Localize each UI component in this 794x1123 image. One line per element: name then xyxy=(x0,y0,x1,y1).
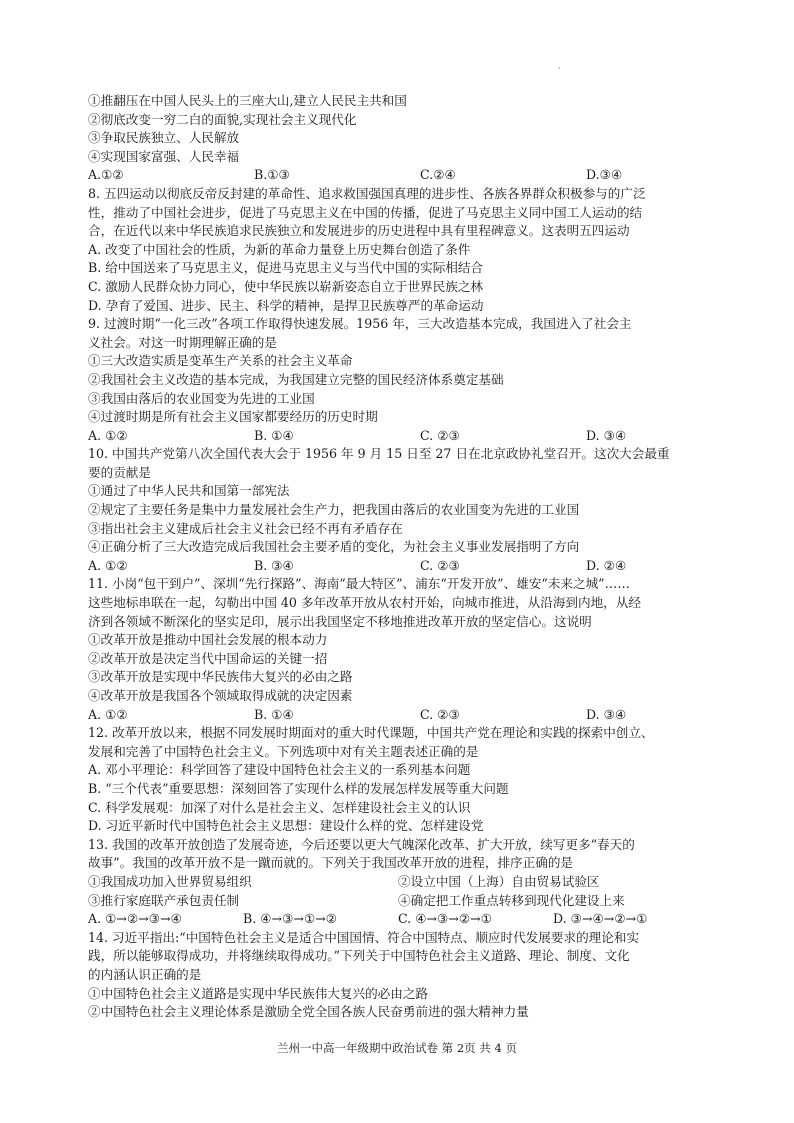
q13-statement-2: ②设立中国（上海）自由贸易试验区 xyxy=(398,873,600,889)
q10-choice-c: C. ②③ xyxy=(420,557,460,573)
q7-choice-d: D.③④ xyxy=(586,167,623,183)
q7-choices xyxy=(88,166,708,185)
q8-stem-1: 8. 五四运动以彻底反帝反封建的革命性、追求救国强国真理的进步性、各族各界群众积极参与的广泛 xyxy=(88,185,646,201)
q12-choice-c: C. 科学发展观：加深了对什么是社会主义、怎样建设社会主义的认识 xyxy=(88,799,471,815)
q9-stem-1: 9. 过渡时期“一化三改”各项工作取得快速发展。1956 年，三大改造基本完成，我国进入了社会主 xyxy=(88,316,632,332)
q13-statement-1: ①我国成功加入世界贸易组织 xyxy=(88,873,252,889)
q14-stem-3: 的内涵认识正确的是 xyxy=(88,966,202,982)
q11-statement-3: ③改革开放是实现中华民族伟大复兴的必由之路 xyxy=(88,669,353,685)
q12-stem-2: 发展和完善了中国特色社会主义。下列选项中对有关主题表述正确的是 xyxy=(88,743,479,759)
q14-stem-2: 践，所以能够取得成功，并将继续取得成功。”下列关于中国特色社会主义道路、理论、制度、文化 xyxy=(88,948,630,964)
q9-statement-1: ①三大改造实质是变革生产关系的社会主义革命 xyxy=(88,353,353,369)
q12-choice-d: D. 习近平新时代中国特色社会主义思想：建设什么样的党、怎样建设党 xyxy=(88,818,484,834)
q10-statement-2: ②规定了主要任务是集中力量发展社会生产力，把我国由落后的农业国变为先进的工业国 xyxy=(88,502,580,518)
q9-statement-4: ④过渡时期是所有社会主义国家都要经历的历史时期 xyxy=(88,409,378,425)
q13-choice-c: C. ④→③→②→① xyxy=(398,911,493,927)
q7-statement-1: ①推翻压在中国人民头上的三座大山,建立人民民主共和国 xyxy=(88,93,407,108)
q11-stem-2: 这些地标串联在一起，勾勒出中国 40 多年改革开放从农村开始，向城市推进，从沿海到内地，从经 xyxy=(88,595,641,611)
q9-choice-d: D. ③④ xyxy=(586,427,627,443)
q9-statement-2: ②我国社会主义改造的基本完成，为我国建立完整的国民经济体系奠定基础 xyxy=(88,371,504,387)
q10-choices xyxy=(88,557,708,576)
q10-statement-4: ④正确分析了三大改造完成后我国社会主要矛盾的变化，为社会主义事业发展指明了方向 xyxy=(88,539,580,555)
q11-stem-1: 11. 小岗“包干到户”、深圳“先行探路”、海南“最大特区”、浦东“开发开放”、雄安“未来之城”…… xyxy=(88,576,630,592)
q8-stem-2: 性，推动了中国社会进步，促进了马克思主义在中国的传播，促进了马克思主义同中国工人运动的结 xyxy=(88,204,643,220)
q13-choice-a: A. ①→②→③→④ xyxy=(88,911,182,927)
q13-choices xyxy=(88,910,708,929)
q10-choice-d: D. ②④ xyxy=(586,557,627,573)
q9-choices xyxy=(88,427,708,446)
q11-choices xyxy=(88,706,708,725)
q9-choice-a: A. ①② xyxy=(88,427,128,443)
q13-statements-row-1 xyxy=(88,873,708,892)
q13-statements-row-2 xyxy=(88,892,708,911)
q8-choice-d: D. 孕育了爱国、进步、民主、科学的精神，是捍卫民族尊严的革命运动 xyxy=(88,297,484,313)
q13-choice-d: D. ③→④→②→① xyxy=(553,911,648,927)
q10-statement-3: ③指出社会主义建成后社会主义社会已经不再有矛盾存在 xyxy=(88,520,403,536)
page-footer: 兰州一中高一年级期中政治试卷 第 2页 共 4 页 xyxy=(277,1041,517,1055)
q13-stem-2: 故事”。我国的改革开放不是一蹴而就的。下列关于我国改革开放的进程，排序正确的是 xyxy=(88,855,574,871)
q10-stem-1: 10. 中国共产党第八次全国代表大会于 1956 年 9 月 15 日至 27 日在北京政协礼堂召开。这次大会最重 xyxy=(88,446,670,462)
q11-choice-b: B. ①④ xyxy=(254,706,294,722)
q11-choice-c: C. ②③ xyxy=(420,706,460,722)
q12-stem-1: 12. 改革开放以来，根据不同发展时期面对的重大时代课题，中国共产党在理论和实践的探索中创立、 xyxy=(88,725,654,741)
q8-choice-b: B. 给中国送来了马克思主义，促进马克思主义与当代中国的实际相结合 xyxy=(88,260,484,276)
q13-statement-3: ③推行家庭联产承包责任制 xyxy=(88,892,240,908)
q12-choice-b: B. “三个代表”重要思想：深刻回答了实现什么样的发展怎样发展等重大问题 xyxy=(88,780,509,796)
q11-choice-a: A. ①② xyxy=(88,706,128,722)
q7-choice-b: B.①③ xyxy=(254,167,290,183)
q7-statement-4: ④实现国家富强、人民幸福 xyxy=(88,148,240,164)
q7-statement-2: ②彻底改变一穷二白的面貌,实现社会主义现代化 xyxy=(88,111,357,127)
q9-choice-b: B. ①④ xyxy=(254,427,294,443)
q10-choice-a: A. ①② xyxy=(88,557,128,573)
exam-page xyxy=(88,92,708,1022)
q13-choice-b: B. ④→③→①→② xyxy=(243,911,338,927)
q9-stem-2: 义社会。对这一时期理解正确的是 xyxy=(88,334,277,350)
q11-statement-1: ①改革开放是推动中国社会发展的根本动力 xyxy=(88,632,328,648)
q7-statement-3: ③争取民族独立、人民解放 xyxy=(88,130,240,146)
q8-choice-c: C. 激励人民群众协力同心，使中华民族以崭新姿态自立于世界民族之林 xyxy=(88,278,484,294)
q13-statement-4: ④确定把工作重点转移到现代化建设上来 xyxy=(398,892,625,908)
q11-statement-2: ②改革开放是决定当代中国命运的关键一招 xyxy=(88,650,328,666)
top-mark: · xyxy=(558,64,561,73)
q7-choice-a: A.①② xyxy=(88,167,124,183)
q9-statement-3: ③我国由落后的农业国变为先进的工业国 xyxy=(88,390,315,406)
q10-stem-2: 要的贡献是 xyxy=(88,464,151,480)
q14-statement-2: ②中国特色社会主义理论体系是激励全党全国各族人民奋勇前进的强大精神力量 xyxy=(88,1004,529,1020)
q11-statement-4: ④改革开放是我国各个领域取得成就的决定因素 xyxy=(88,688,353,703)
q7-choice-c: C.②④ xyxy=(420,167,456,183)
q8-stem-3: 合，在近代以来中华民族追求民族独立和发展进步的历史进程中具有里程碑意义。这表明五四运动 xyxy=(88,223,630,239)
q14-stem-1: 14. 习近平指出:“中国特色社会主义是适合中国国情、符合中国特点、顺应时代发展要求的理论和实 xyxy=(88,929,640,945)
q13-stem-1: 13. 我国的改革开放创造了发展奇迹，今后还要以更大气魄深化改革、扩大开放，续写更多“春天的 xyxy=(88,836,635,852)
q11-stem-3: 济到各领域不断深化的坚实足印，展示出我国坚定不移地推进改革开放的坚定信心。这说明 xyxy=(88,613,592,629)
q10-choice-b: B. ③④ xyxy=(254,557,294,573)
q11-choice-d: D. ③④ xyxy=(586,706,627,722)
q8-choice-a: A. 改变了中国社会的性质，为新的革命力量登上历史舞台创造了条件 xyxy=(88,241,471,257)
q10-statement-1: ①通过了中华人民共和国第一部宪法 xyxy=(88,483,290,499)
q14-statement-1: ①中国特色社会主义道路是实现中华民族伟大复兴的必由之路 xyxy=(88,985,429,1001)
q12-choice-a: A. 邓小平理论：科学回答了建设中国特色社会主义的一系列基本问题 xyxy=(88,762,471,778)
q9-choice-c: C. ②③ xyxy=(420,427,460,443)
